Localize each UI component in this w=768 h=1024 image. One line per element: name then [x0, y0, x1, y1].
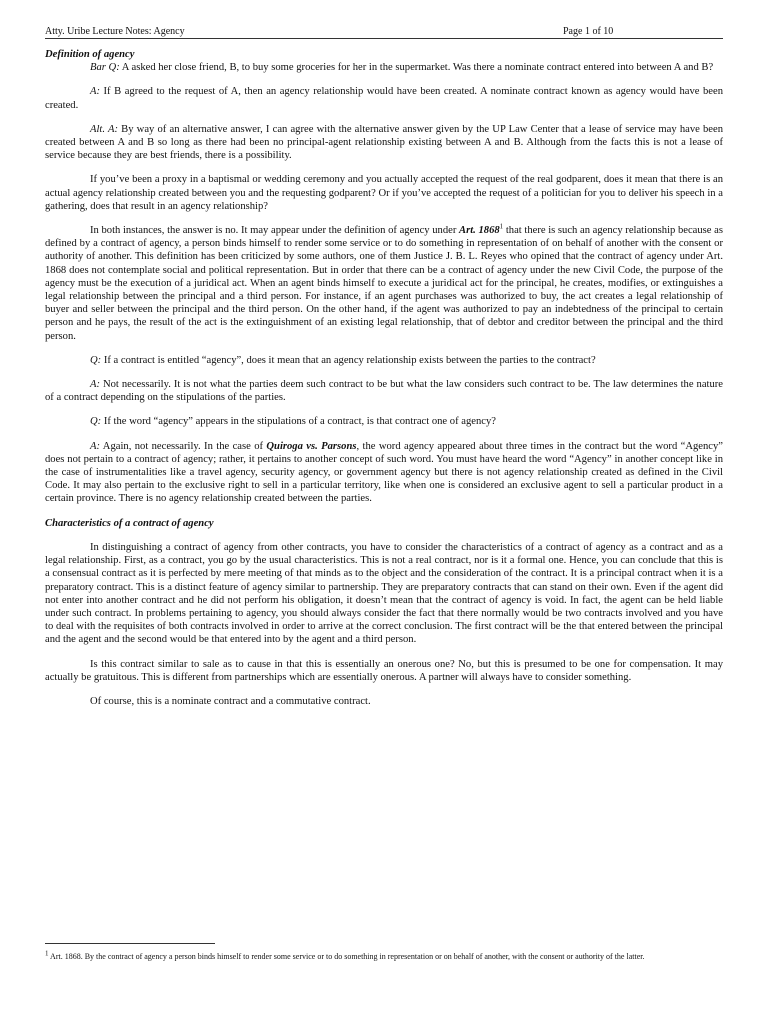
paragraph-text: Is this contract similar to sale as to cause in that this is essentially an onerous one? No, but this is presumed to be one for compensation. It may actually be gratuitous. This is different from partnerships which are essentially onerous. A partner will always have to consider something.	[45, 658, 723, 683]
paragraph-lead: A:	[90, 86, 100, 98]
paragraph	[45, 378, 723, 404]
paragraph	[45, 224, 723, 343]
page-header	[45, 26, 723, 39]
footnote-marker[interactable]: 1	[499, 222, 504, 231]
paragraph	[45, 61, 723, 74]
paragraph-text-pre: In both instances, the answer is no. It may appear under the definition of agency under	[90, 225, 460, 237]
paragraph-text: Not necessarily. It is not what the parties deem such contract to be but what the law considers such contract to be. The law determines the nature of a contract depending on the stipulations of the parties.	[45, 379, 723, 404]
paragraph	[45, 85, 723, 111]
paragraph-lead: Q:	[90, 416, 102, 428]
paragraph	[45, 695, 723, 708]
paragraph-text: By way of an alternative answer, I can agree with the alternative answer given by the UP Law Center that a lease of service may have been created between A and B so long as there had been no principal-agent relationship existing between A and B. Although from the facts this is not a lease of service because they are best friends, there is a possibility.	[45, 123, 723, 162]
paragraph-text: If the word “agency” appears in the stipulations of a contract, is that contract one of agency?	[101, 416, 496, 428]
paragraph-text: If you’ve been a proxy in a baptismal or wedding ceremony and you actually accepted the request of the real godparent, does it mean that there is an actual agency relationship created between you and the requesting godparent? Or if you’ve accepted the request of a politician for you to deliver his speech in a gathering, does that result in an agency relationship?	[45, 174, 723, 212]
page-number: Page 1 of 10	[563, 26, 614, 37]
paragraph-text: Of course, this is a nominate contract and a commutative contract.	[90, 695, 371, 707]
paragraph-text: A asked her close friend, B, to buy some groceries for her in the supermarket. Was there a nominate contract entered into between A and B?	[119, 62, 714, 74]
case-reference: Quiroga vs. Parsons	[266, 440, 357, 452]
paragraph	[45, 123, 723, 163]
paragraph-lead: A:	[90, 379, 100, 391]
paragraph-text: that there is such an agency relationship because as defined by a contract of agency, a person binds himself to render some service or to do something in representation of on behalf of another with the consent or authority of another. This definition has been criticized by some authors, one of them Justice J. B. L. Reyes who opined that the contract of agency under Art. 1868 does not contemplate social and political representation. But in order that there can be a contract of agency under the new Civil Code, the purpose of the agency must be the execution of a juridical act. When an agent binds himself to execute a juridical act for the principal, he creates, modifies, or extinguishes a legal relationship between the principal and a third person. For instance, if an agent purchases was authorized to buy, the act creates a legal relationship of buyer and seller between the principal and the third person. On the other hand, if the agent was authorized to pay an indebtedness of the principal to certain person and he pays, the result of the act is the extinguishment of an existing legal relationship, that of debtor and creditor between the principal and the third person.	[45, 225, 723, 342]
paragraph	[45, 354, 723, 367]
document-body	[45, 44, 723, 719]
paragraph-lead: Alt. A:	[90, 123, 118, 135]
footnote-divider	[45, 943, 215, 944]
section-heading-definition: Definition of agency	[45, 49, 135, 60]
paragraph-text: , the word agency appeared about three times in the contract but the word “Agency” does not pertain to a contract of agency; rather, it pertains to another concept of such word. You must have heard the word “Agency” in another concept like in the case of instrumentalities like a travel agency, security agency, or government agency but there is not agency relationship created as defined in the Civil Code. It may also pertain to the exclusive right to sell in a particular territory, like when one is considered an exclusive agent to sell a particular product in a certain province. There is no agency relationship created between the parties.	[45, 440, 723, 505]
paragraph	[45, 541, 723, 647]
paragraph	[45, 173, 723, 213]
paragraph	[45, 658, 723, 684]
article-reference: Art. 1868	[459, 225, 500, 237]
section-heading-characteristics: Characteristics of a contract of agency	[45, 517, 214, 529]
paragraph-text: If B agreed to the request of A, then an agency relationship would have been created. A nominate contract known as agency would have been created.	[45, 86, 723, 111]
footnote	[45, 951, 723, 962]
paragraph-text: In distinguishing a contract of agency from other contracts, you have to consider the characteristics of a contract of agency as a contract and as a legal relationship. First, as a contract, you go by the usual characteristics. This is not a real contract, nor is it a formal one. Hence, you can conclude that this is a consensual contract as it is perfected by mere meeting of that minds as to the object and the consideration of the contract. It is a principal contract when it is a preparatory contract. This is a distinct feature of agency similar to partnership. They are preparatory contracts that can stand on their own. Even if the agent did not enter into another contract and he did not perform his obligation, it doesn’t mean that the contract of agency is void. In fact, the agent can be held liable under such contract. In problems pertaining to agency, you should always consider the fact that there normally would be two contracts involved and you have to deal with the requisites of both contracts involved in order to arrive at the correct conclusion. The first contract will be the that entered between the principal and the agent and the second would be that entered into by the agent and a third person.	[45, 541, 723, 646]
header-title: Atty. Uribe Lecture Notes: Agency	[45, 26, 185, 37]
paragraph-lead: Q:	[90, 354, 102, 366]
paragraph-text-pre: Again, not necessarily. In the case of	[100, 440, 267, 452]
paragraph-lead: Bar Q:	[90, 62, 120, 74]
paragraph-text: If a contract is entitled “agency”, does it mean that an agency relationship exists between the parties to the contract?	[101, 354, 596, 366]
footnote-text: Art. 1868. By the contract of agency a person binds himself to render some service or to do something in representation or on behalf of another, with the consent or authority of the latter.	[48, 952, 645, 961]
paragraph	[45, 440, 723, 506]
paragraph-lead: A:	[90, 440, 100, 452]
paragraph	[45, 415, 723, 428]
footnote-number: 1	[45, 949, 49, 958]
